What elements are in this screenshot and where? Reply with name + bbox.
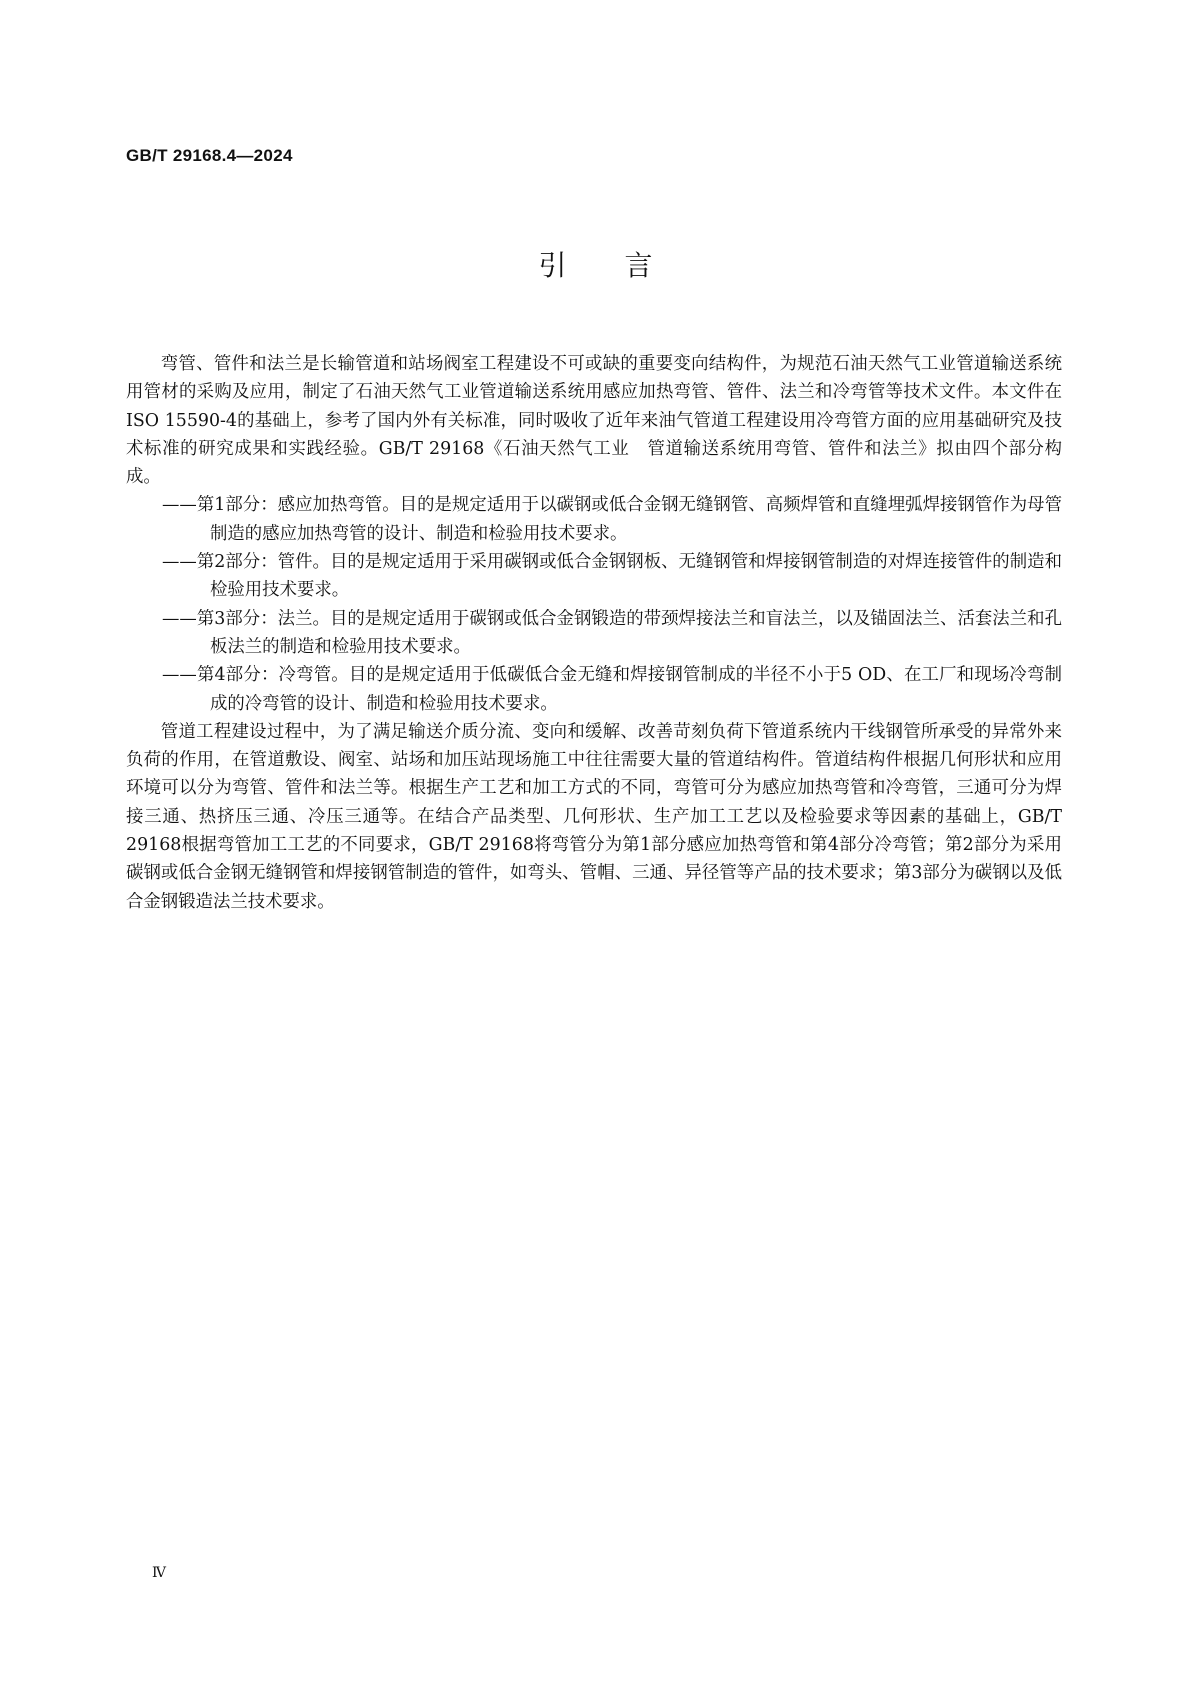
background-paragraph: 管道工程建设过程中，为了满足输送介质分流、变向和缓解、改善苛刻负荷下管道系统内干线钢管所承受的异常外来负荷的作用，在管道敷设、阀室、站场和加压站现场施工中往往需要大量的管道结构件。管道结构件根据几何形状和应用环境可以分为弯管、管件和法兰等。根据生产工艺和加工方式的不同，弯管可分为感应加热弯管和冷弯管，三通可分为焊接三通、热挤压三通、冷压三通等。在结合产品类型、几何形状、生产加工工艺以及检验要求等因素的基础上，GB/T 29168根据弯管加工工艺的不同要求，GB/T 29168将弯管分为第1部分感应加热弯管和第4部分冷弯管；第2部分为采用碳钢或低合金钢无缝钢管和焊接钢管制造的管件，如弯头、管帽、三通、异径管等产品的技术要求；第3部分为碳钢以及低合金钢锻造法兰技术要求。 xyxy=(126,721,1062,912)
page-number: Ⅳ xyxy=(152,1565,166,1581)
list-item-part-2: ——第2部分：管件。目的是规定适用于采用碳钢或低合金钢钢板、无缝钢管和焊接钢管制造的对焊连接管件的制造和检验用技术要求。 xyxy=(162,552,1062,601)
document-body xyxy=(126,350,1062,916)
list-item-part-1: ——第1部分：感应加热弯管。目的是规定适用于以碳钢或低合金钢无缝钢管、高频焊管和直缝埋弧焊接钢管作为母管制造的感应加热弯管的设计、制造和检验用技术要求。 xyxy=(162,495,1062,544)
intro-paragraph: 弯管、管件和法兰是长输管道和站场阀室工程建设不可或缺的重要变向结构件，为规范石油天然气工业管道输送系统用管材的采购及应用，制定了石油天然气工业管道输送系统用感应加热弯管、管件、法兰和冷弯管等技术文件。本文件在ISO 15590-4的基础上，参考了国内外有关标准，同时吸收了近年来油气管道工程建设用冷弯管方面的应用基础研究及技术标准的研究成果和实践经验。GB/T 29168《石油天然气工业 管道输送系统用弯管、管件和法兰》拟由四个部分构成。 xyxy=(126,354,1062,488)
page-title: 引言 xyxy=(538,249,711,282)
list-item-part-4: ——第4部分：冷弯管。目的是规定适用于低碳低合金无缝和焊接钢管制成的半径不小于5 OD、在工厂和现场冷弯制成的冷弯管的设计、制造和检验用技术要求。 xyxy=(162,665,1062,714)
list-item-part-3: ——第3部分：法兰。目的是规定适用于碳钢或低合金钢锻造的带颈焊接法兰和盲法兰，以及锚固法兰、活套法兰和孔板法兰的制造和检验用技术要求。 xyxy=(162,608,1062,657)
standard-number: GB/T 29168.4—2024 xyxy=(126,146,293,165)
